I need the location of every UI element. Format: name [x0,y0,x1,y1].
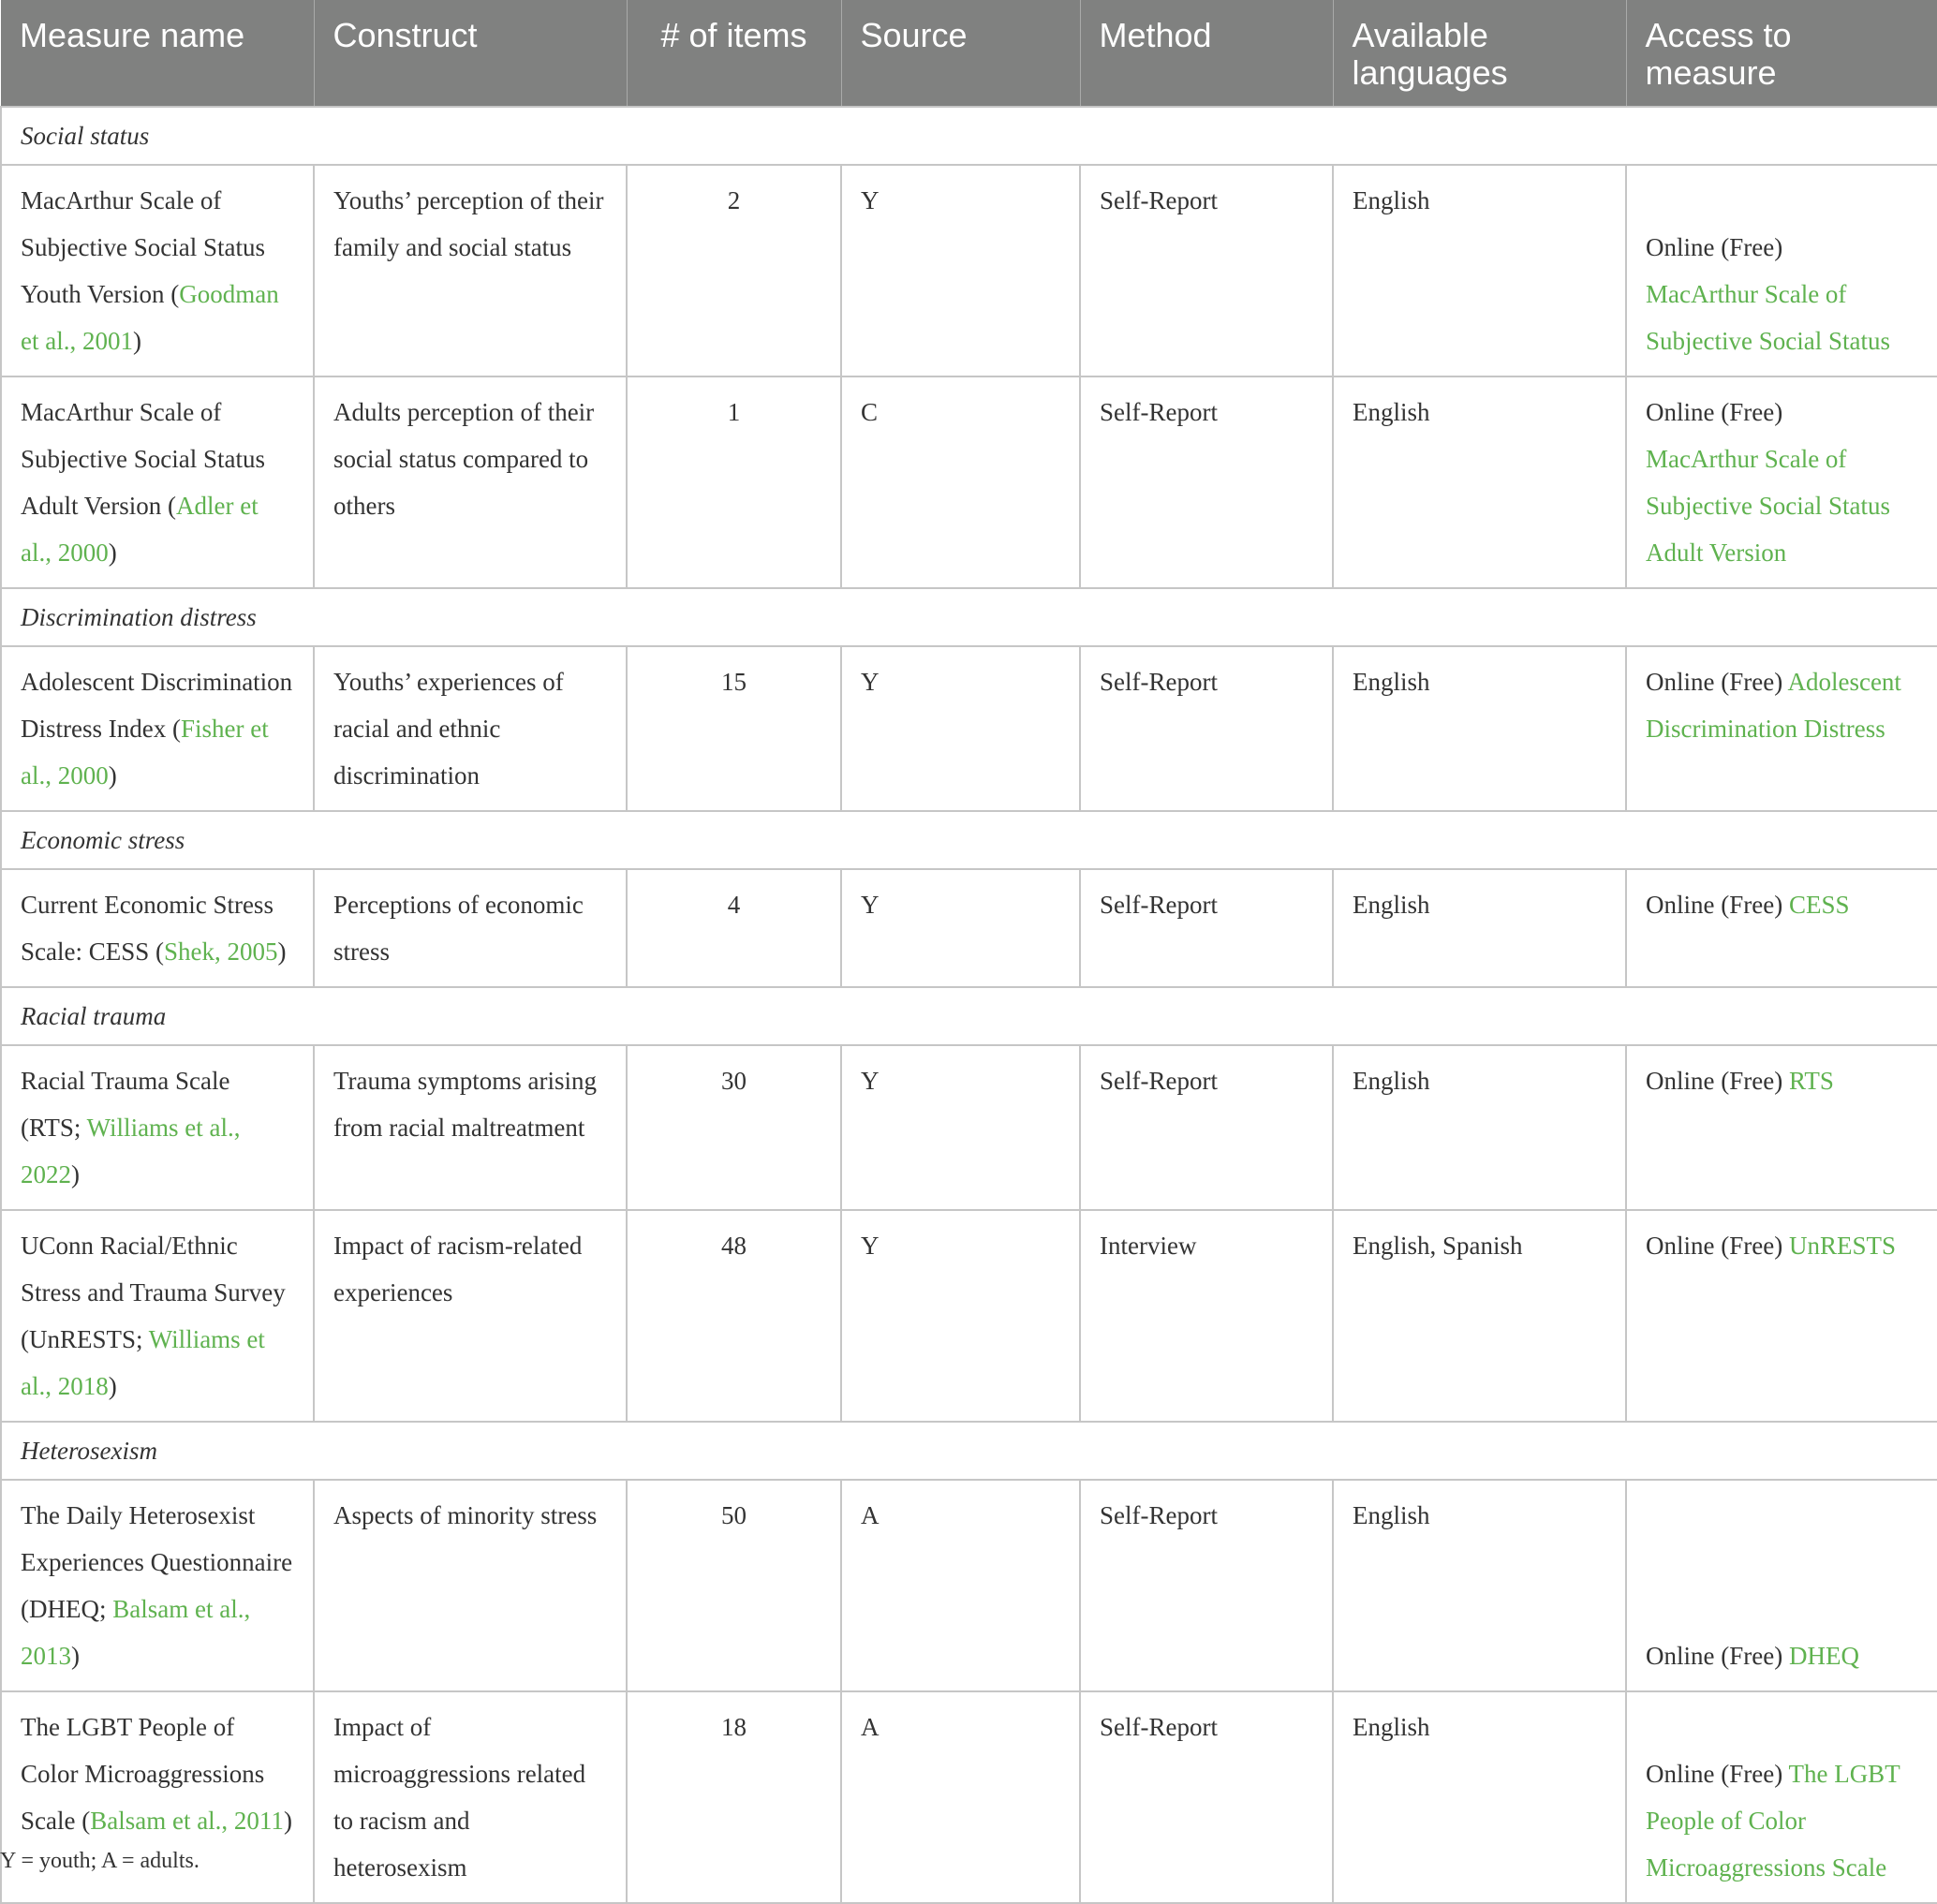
languages-cell: English [1333,1045,1626,1210]
access-link[interactable]: UnRESTS [1788,1232,1896,1260]
access-link[interactable]: MacArthur Scale of Subjective Social Status Adult Version [1646,445,1890,567]
section-row [1,987,1937,1045]
source-cell: Y [841,1210,1080,1422]
measure-name: MacArthur Scale of Subjective Social Status Adult Version ( [21,398,265,520]
access-text: Online (Free) [1646,398,1783,426]
access-text: Online (Free) [1646,233,1783,261]
access-cell [1626,1691,1937,1903]
section-title: Social status [1,107,1937,165]
languages-cell: English [1333,1691,1626,1903]
header-access: Access to measure [1626,0,1937,107]
languages-cell: English [1333,165,1626,376]
method-cell: Self-Report [1080,165,1333,376]
construct-cell: Trauma symptoms arising from racial maltreatment [314,1045,627,1210]
measure-name-close: ) [108,1372,117,1400]
measure-name-cell [1,869,314,987]
table-row [1,1210,1937,1422]
construct-cell: Youths’ experiences of racial and ethnic discrimination [314,646,627,811]
source-cell: Y [841,646,1080,811]
source-cell: A [841,1691,1080,1903]
measure-name-cell [1,1480,314,1691]
access-link[interactable]: RTS [1788,1067,1834,1095]
languages-cell: English, Spanish [1333,1210,1626,1422]
method-cell: Self-Report [1080,869,1333,987]
citation-link[interactable]: Balsam et al., 2011 [90,1807,284,1835]
measure-name-close: ) [71,1642,80,1670]
access-text: Online (Free) [1646,1760,1783,1788]
table-row [1,1480,1937,1691]
access-cell [1626,1210,1937,1422]
method-cell: Self-Report [1080,1480,1333,1691]
citation-link[interactable]: Goodman et al., 2001 [21,280,279,355]
table-row [1,376,1937,588]
construct-cell: Youths’ perception of their family and social status [314,165,627,376]
header-method: Method [1080,0,1333,107]
access-text: Online (Free) [1646,1642,1783,1670]
table-row [1,1691,1937,1903]
measure-name: Adolescent Discrimination Distress Index ( [21,668,293,743]
languages-cell: English [1333,376,1626,588]
access-cell [1626,165,1937,376]
items-cell: 50 [627,1480,841,1691]
method-cell: Self-Report [1080,1691,1333,1903]
source-cell: Y [841,1045,1080,1210]
items-cell: 4 [627,869,841,987]
table-row [1,646,1937,811]
items-cell: 15 [627,646,841,811]
source-cell: C [841,376,1080,588]
measure-name-cell [1,165,314,376]
items-cell: 18 [627,1691,841,1903]
access-text: Online (Free) [1646,1232,1783,1260]
citation-link[interactable]: Williams et al., 2022 [21,1114,241,1188]
access-text: Online (Free) [1646,668,1783,696]
header-construct: Construct [314,0,627,107]
access-link[interactable]: DHEQ [1788,1642,1859,1670]
items-cell: 1 [627,376,841,588]
items-cell: 2 [627,165,841,376]
access-text: Online (Free) [1646,1067,1783,1095]
table-footnote: Y = youth; A = adults. [0,1849,200,1873]
access-cell [1626,869,1937,987]
items-cell: 30 [627,1045,841,1210]
citation-link[interactable]: Fisher et al., 2000 [21,715,269,790]
source-cell: Y [841,165,1080,376]
measure-name: Racial Trauma Scale (RTS; [21,1067,230,1142]
source-cell: Y [841,869,1080,987]
table-row [1,1045,1937,1210]
access-cell [1626,1480,1937,1691]
citation-link[interactable]: Balsam et al., 2013 [21,1595,251,1670]
access-cell [1626,1045,1937,1210]
access-cell [1626,376,1937,588]
source-cell: A [841,1480,1080,1691]
section-title: Discrimination distress [1,588,1937,646]
section-row [1,107,1937,165]
measure-name-close: ) [132,327,141,355]
citation-link[interactable]: Shek, 2005 [164,937,278,966]
measure-name-close: ) [108,539,117,567]
header-items: # of items [627,0,841,107]
table-row [1,165,1937,376]
section-title: Economic stress [1,811,1937,869]
method-cell: Self-Report [1080,646,1333,811]
access-cell [1626,646,1937,811]
measure-name-close: ) [108,761,117,790]
items-cell: 48 [627,1210,841,1422]
header-measure-name: Measure name [1,0,314,107]
access-link[interactable]: MacArthur Scale of Subjective Social Status [1646,280,1890,355]
method-cell: Self-Report [1080,1045,1333,1210]
section-title: Racial trauma [1,987,1937,1045]
section-row [1,811,1937,869]
languages-cell: English [1333,869,1626,987]
section-title: Heterosexism [1,1422,1937,1480]
method-cell: Self-Report [1080,376,1333,588]
measure-name-cell [1,376,314,588]
construct-cell: Adults perception of their social status compared to others [314,376,627,588]
header-languages: Available languages [1333,0,1626,107]
languages-cell: English [1333,1480,1626,1691]
table-row [1,869,1937,987]
measure-name-close: ) [277,937,287,966]
construct-cell: Perceptions of economic stress [314,869,627,987]
construct-cell: Aspects of minority stress [314,1480,627,1691]
measure-name: The LGBT People of Color Microaggressions Scale ( [21,1713,265,1835]
measure-name: Current Economic Stress Scale: CESS ( [21,891,274,966]
section-row [1,1422,1937,1480]
measure-name-close: ) [71,1160,80,1188]
section-row [1,588,1937,646]
measure-name: MacArthur Scale of Subjective Social Status Youth Version ( [21,186,265,308]
citation-link[interactable]: Williams et al., 2018 [21,1325,265,1400]
measure-name-cell [1,646,314,811]
citation-link[interactable]: Adler et al., 2000 [21,492,259,567]
header-source: Source [841,0,1080,107]
measure-name-cell [1,1045,314,1210]
construct-cell: Impact of racism-related experiences [314,1210,627,1422]
measure-name-cell [1,1210,314,1422]
access-link[interactable]: The LGBT People of Color Microaggressions Scale [1646,1760,1900,1882]
construct-cell: Impact of microaggressions related to racism and heterosexism [314,1691,627,1903]
measure-name: UConn Racial/Ethnic Stress and Trauma Survey (UnRESTS; [21,1232,286,1353]
measure-name-close: ) [283,1807,292,1835]
languages-cell: English [1333,646,1626,811]
access-link[interactable]: CESS [1788,891,1850,919]
access-link[interactable]: Adolescent Discrimination Distress [1646,668,1901,743]
table-header [1,0,1937,107]
table-body [1,107,1937,1903]
measure-name: The Daily Heterosexist Experiences Questionnaire (DHEQ; [21,1501,293,1623]
access-text: Online (Free) [1646,891,1783,919]
method-cell: Interview [1080,1210,1333,1422]
